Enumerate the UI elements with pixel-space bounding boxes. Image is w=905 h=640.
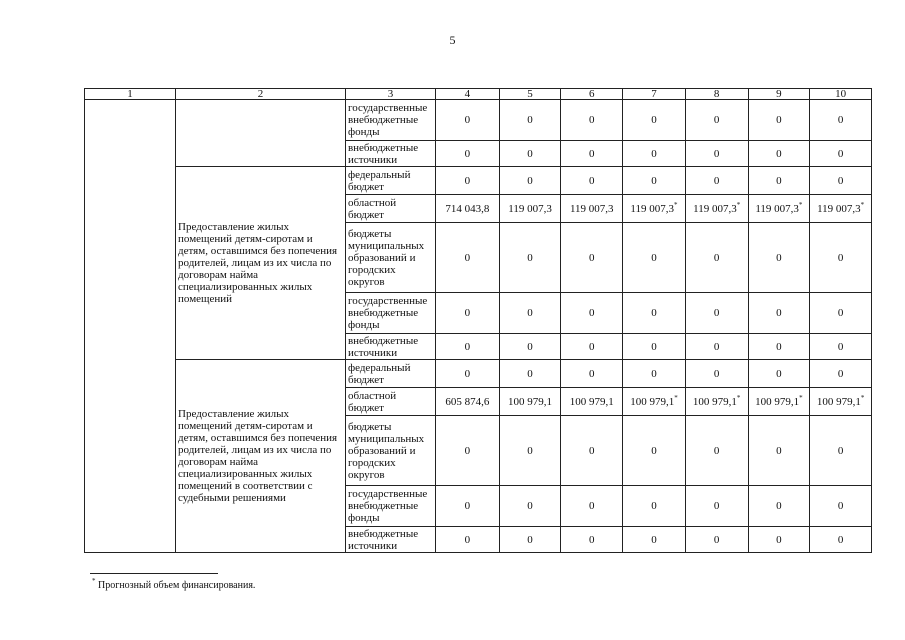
value-text: 0 [713,174,720,187]
value-cell [623,334,686,360]
value-cell [748,195,810,223]
value-cell [435,486,499,527]
value-text: 119 007,3 [569,202,614,215]
value-cell [748,223,810,293]
funding-source: внебюджетные источники [345,527,435,553]
value-cell [435,360,499,388]
value-cell [435,167,499,195]
funding-source: областной бюджет [345,195,435,223]
value-text: 0 [527,174,533,187]
value-cell [810,223,872,293]
value-text: 0 [527,147,533,160]
forecast-mark: * [860,393,865,402]
value-cell [499,334,561,360]
value-cell [499,416,561,486]
forecast-mark: * [736,393,741,402]
value-text: 0 [776,500,782,512]
value-cell [685,486,748,527]
value-cell [435,223,499,293]
value-text: 0 [589,444,595,457]
header-cell: 5 [499,89,561,100]
value-cell [623,141,686,167]
value-text: 0 [464,307,471,319]
value-text: 0 [464,500,471,512]
value-text: 0 [713,367,720,380]
funding-source: внебюджетные источники [345,334,435,360]
value-cell [623,167,686,195]
value-text: 0 [776,340,782,353]
value-text: 0 [713,500,720,512]
value-text: 0 [776,147,782,160]
value-cell [561,527,623,553]
value-text: 0 [589,500,595,512]
value-text: 0 [589,251,595,264]
value-text: 0 [589,174,595,187]
value-cell [623,486,686,527]
value-cell [499,360,561,388]
funding-source: бюджеты муниципальных образований и городских округов [345,416,435,486]
value-cell [810,334,872,360]
forecast-mark: * [674,200,678,209]
value-text: 0 [464,367,471,380]
value-cell [561,195,623,223]
forecast-mark: * [799,393,803,402]
value-text: 0 [589,147,595,160]
value-text: 0 [651,340,657,353]
value-text: 0 [527,500,533,512]
value-cell [561,293,623,334]
value-cell [561,388,623,416]
value-cell [685,141,748,167]
value-text: 0 [713,147,720,160]
value-cell [685,195,748,223]
header-cell: 9 [748,89,810,100]
value-cell [810,360,872,388]
value-cell [810,486,872,527]
value-cell [748,486,810,527]
value-cell [685,167,748,195]
value-text: 0 [837,174,844,187]
value-cell [623,195,686,223]
value-text: 0 [776,114,782,126]
value-text: 119 007,3 [817,202,861,215]
funding-source: государственные внебюджетные фонды [345,293,435,334]
value-text: 0 [837,533,844,546]
value-cell [499,527,561,553]
value-text: 0 [651,147,657,160]
value-cell [685,293,748,334]
header-cell: 1 [85,89,176,100]
value-text: 119 007,3 [508,202,552,215]
value-cell [748,334,810,360]
value-text: 100 979,1 [508,395,553,408]
value-text: 0 [464,147,471,160]
value-text: 0 [776,251,782,264]
value-text: 0 [837,251,844,264]
value-text: 0 [837,500,844,512]
value-cell [561,334,623,360]
footnote [92,577,256,591]
value-text: 0 [527,114,533,126]
value-cell [499,100,561,141]
value-text: 0 [527,533,533,546]
header-cell: 3 [345,89,435,100]
value-text: 605 874,6 [445,395,490,408]
value-cell [685,100,748,141]
value-text: 0 [837,114,844,126]
value-text: 0 [713,251,720,264]
value-cell [561,167,623,195]
value-cell [810,195,872,223]
value-cell [685,360,748,388]
value-text: 0 [713,307,720,319]
value-cell [748,141,810,167]
value-cell [561,486,623,527]
value-cell [748,100,810,141]
value-cell [435,100,499,141]
value-text: 0 [589,367,595,380]
value-cell [561,223,623,293]
value-text: 119 007,3 [630,202,674,215]
header-cell: 7 [623,89,686,100]
table-row [85,360,872,388]
value-cell [810,416,872,486]
value-text: 0 [713,340,720,353]
value-text: 0 [527,340,533,353]
value-text: 0 [713,533,720,546]
value-cell [685,334,748,360]
value-text: 0 [527,367,533,380]
value-cell [435,416,499,486]
value-text: 0 [776,533,782,546]
footnote-mark: * [92,577,96,585]
value-text: 100 979,1 [569,395,614,408]
value-cell [435,527,499,553]
value-text: 0 [651,533,657,546]
funding-source: внебюджетные источники [345,141,435,167]
value-text: 119 007,3 [693,202,737,215]
value-cell [748,416,810,486]
table-row [85,167,872,195]
forecast-mark: * [798,200,803,209]
financing-table [84,88,872,553]
funding-source: федеральный бюджет [345,360,435,388]
value-cell [623,527,686,553]
value-cell [810,293,872,334]
value-cell [435,334,499,360]
value-text: 0 [589,340,595,353]
value-text: 100 979,1 [692,395,737,408]
value-text: 0 [776,307,782,319]
value-cell [810,141,872,167]
value-text: 0 [589,114,595,126]
footnote-rule [90,573,218,574]
value-text: 0 [713,444,720,457]
value-cell [685,223,748,293]
forecast-mark: * [736,200,741,209]
value-text: 100 979,1 [816,395,861,408]
value-cell [499,388,561,416]
value-text: 0 [776,367,782,380]
value-cell [499,141,561,167]
value-cell [748,293,810,334]
value-text: 0 [837,367,844,380]
value-cell [748,527,810,553]
value-cell [685,527,748,553]
value-text: 119 007,3 [755,202,799,215]
funding-source: государственные внебюджетные фонды [345,100,435,141]
value-text: 0 [651,174,657,187]
value-text: 0 [776,444,782,457]
header-cell: 4 [435,89,499,100]
header-row [85,89,872,100]
value-text: 0 [776,174,782,187]
table-row [85,100,872,141]
value-cell [623,223,686,293]
value-cell [499,223,561,293]
value-text: 0 [527,444,533,457]
value-text: 0 [651,307,657,319]
value-cell [435,388,499,416]
forecast-mark: * [674,393,678,402]
value-cell [499,486,561,527]
value-cell [623,293,686,334]
value-text: 0 [713,114,720,126]
value-text: 0 [837,340,844,353]
value-cell [499,167,561,195]
value-text: 0 [589,307,595,319]
value-cell [810,527,872,553]
value-text: 0 [464,444,471,457]
value-cell [623,100,686,141]
value-cell [561,360,623,388]
value-cell [623,388,686,416]
value-text: 0 [651,114,657,126]
value-cell [435,195,499,223]
value-cell [748,167,810,195]
value-text: 0 [464,533,471,546]
value-cell [623,360,686,388]
value-text: 0 [837,444,844,457]
value-text: 0 [464,251,471,264]
header-cell: 2 [176,89,346,100]
continuation-description-cell [176,100,346,167]
value-text: 0 [464,114,471,126]
value-text: 0 [837,307,844,319]
value-cell [685,388,748,416]
value-text: 0 [527,307,533,319]
value-text: 0 [589,533,595,546]
value-text: 0 [651,444,657,457]
header-cell: 6 [561,89,623,100]
value-cell [685,416,748,486]
table-body [85,100,872,553]
value-text: 0 [651,500,657,512]
value-cell [435,293,499,334]
column-1-cell [85,100,176,553]
value-cell [810,167,872,195]
value-cell [810,388,872,416]
header-cell: 8 [685,89,748,100]
value-text: 0 [651,251,657,264]
value-text: 0 [651,367,657,380]
value-text: 100 979,1 [755,395,800,408]
value-cell [748,360,810,388]
page-number: 5 [449,33,456,47]
value-cell [748,388,810,416]
value-cell [810,100,872,141]
footnote-text: Прогнозный объем финансирования. [95,580,256,591]
value-text: 0 [464,174,471,187]
value-text: 0 [837,147,844,160]
value-text: 0 [464,340,471,353]
value-cell [499,293,561,334]
funding-source: бюджеты муниципальных образований и городских округов [345,223,435,293]
value-cell [623,416,686,486]
value-cell [561,100,623,141]
funding-source: федеральный бюджет [345,167,435,195]
forecast-mark: * [860,200,865,209]
value-cell [561,141,623,167]
value-text: 100 979,1 [630,395,675,408]
header-cell: 10 [810,89,872,100]
value-cell [499,195,561,223]
measure-description: Предоставление жилых помещений детям-сиротам и детям, оставшимся без попечения родителей, лицам из их числа по договорам найма специализированных жилых помещений в соответствии с судебными решениями [176,360,346,553]
funding-source: государственные внебюджетные фонды [345,486,435,527]
value-text: 714 043,8 [445,202,490,215]
value-cell [561,416,623,486]
funding-source: областной бюджет [345,388,435,416]
measure-description: Предоставление жилых помещений детям-сиротам и детям, оставшимся без попечения родителей, лицам из их числа по договорам найма специализированных жилых помещений [176,167,346,360]
value-text: 0 [527,251,533,264]
value-cell [435,141,499,167]
